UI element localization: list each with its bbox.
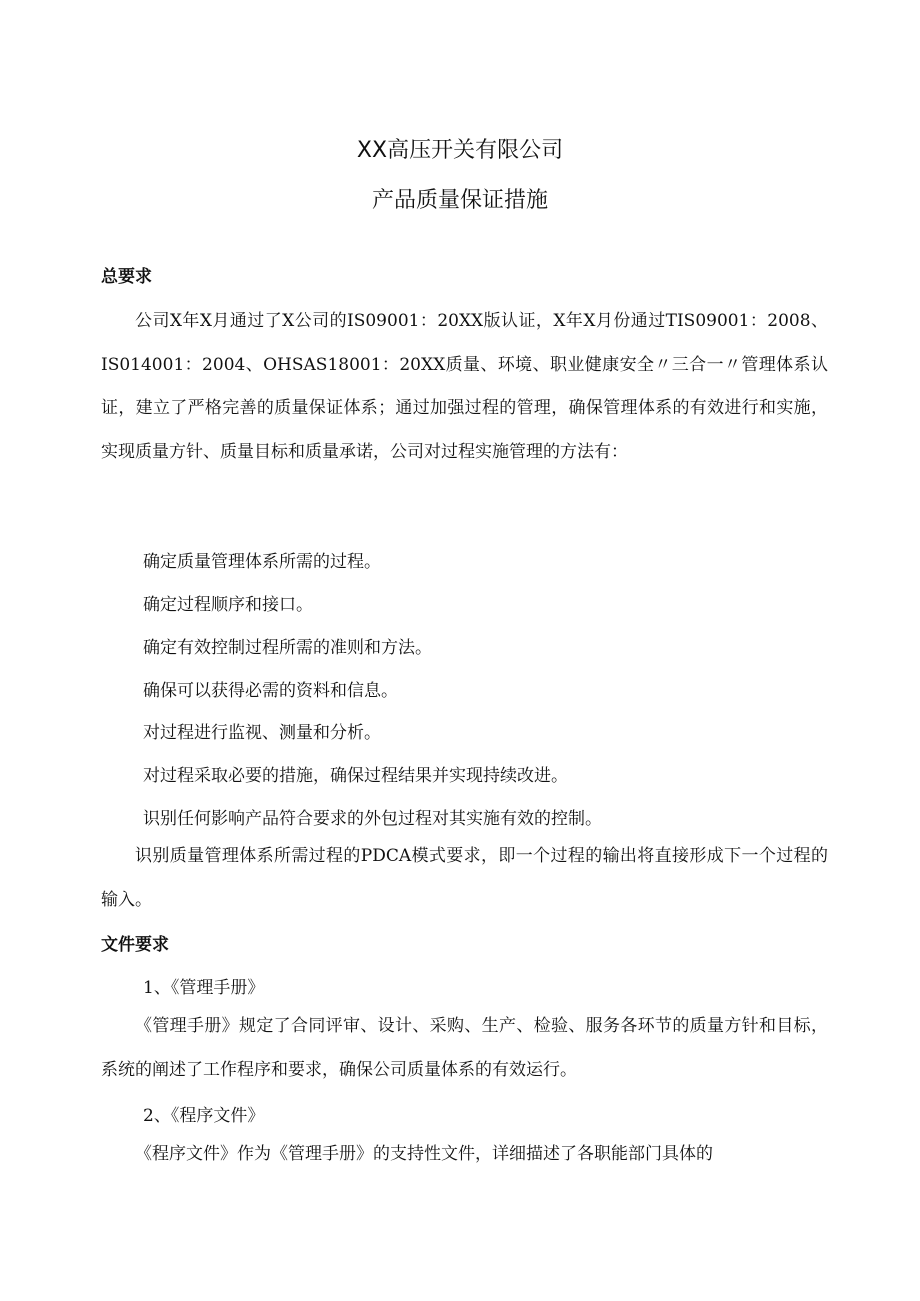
intro-paragraph: 公司X年X月通过了X公司的IS09001：20XX版认证，X年X月份通过TIS09001：2008、IS014001：2004、OHSAS18001：20XX质量、环境、职业健康安全〃三合一〃管理体系认证，建立了严格完善的质量保证体系；通过加强过程的管理，确保管理体系的有效进行和实施，实现质量方针、质量目标和质量承诺，公司对过程实施管理的方法有： xyxy=(101,311,828,462)
subsection-title-manual: 1、《管理手册》 xyxy=(143,978,265,998)
list-item: 识别任何影响产品符合要求的外包过程对其实施有效的控制。 xyxy=(143,809,602,829)
company-title: XX高压开关有限公司 xyxy=(356,138,564,163)
subsection-title-procedures: 2、《程序文件》 xyxy=(143,1106,265,1126)
list-item: 确定质量管理体系所需的过程。 xyxy=(143,552,381,572)
list-item: 确保可以获得必需的资料和信息。 xyxy=(143,681,398,701)
procedures-paragraph: 《程序文件》作为《管理手册》的支持性文件，详细描述了各职能部门具体的 xyxy=(135,1144,713,1164)
list-item: 确定有效控制过程所需的准则和方法。 xyxy=(143,638,432,658)
manual-paragraph: 《管理手册》规定了合同评审、设计、采购、生产、检验、服务各环节的质量方针和目标，系统的阐述了工作程序和要求，确保公司质量体系的有效运行。 xyxy=(101,1016,828,1080)
list-item: 对过程采取必要的措施，确保过程结果并实现持续改进。 xyxy=(143,766,568,786)
section-heading-general-requirements: 总要求 xyxy=(101,267,152,287)
document-title: 产品质量保证措施 xyxy=(371,188,548,213)
pdca-paragraph: 识别质量管理体系所需过程的PDCA模式要求，即一个过程的输出将直接形成下一个过程的输入。 xyxy=(101,846,828,910)
list-item: 确定过程顺序和接口。 xyxy=(143,595,313,615)
section-heading-document-requirements: 文件要求 xyxy=(101,935,169,955)
list-item: 对过程进行监视、测量和分析。 xyxy=(143,723,381,743)
